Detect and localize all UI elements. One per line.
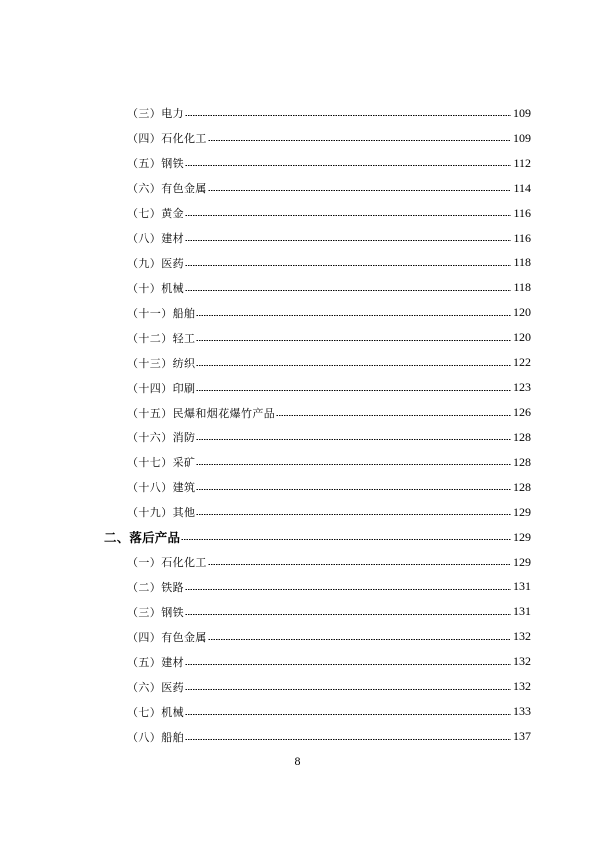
toc-entry-page: 112 bbox=[513, 155, 531, 170]
dot-leader bbox=[196, 514, 511, 515]
toc-entry-page: 123 bbox=[513, 380, 531, 395]
dot-leader bbox=[185, 739, 511, 740]
toc-entry[interactable] bbox=[127, 724, 531, 749]
toc-entry-page: 128 bbox=[513, 454, 531, 469]
toc-entry-page: 109 bbox=[513, 105, 531, 120]
toc-entry-title: （十一）船舶 bbox=[127, 306, 196, 320]
toc-entry[interactable] bbox=[127, 500, 531, 525]
toc-entry-title: （六）医药 bbox=[127, 680, 184, 694]
toc-entry-title: （十四）印刷 bbox=[127, 381, 196, 395]
toc-entry[interactable] bbox=[127, 151, 531, 176]
toc-entry[interactable] bbox=[127, 375, 531, 400]
dot-leader bbox=[196, 315, 511, 316]
toc-entry-title: （五）钢铁 bbox=[127, 157, 184, 171]
toc-entry-title: （十三）纺织 bbox=[127, 356, 196, 370]
toc-entry-title: （八）船舶 bbox=[127, 730, 184, 744]
toc-entry-title: （十六）消防 bbox=[127, 431, 196, 445]
dot-leader bbox=[181, 539, 511, 540]
toc-entry-title: （三）电力 bbox=[127, 107, 184, 121]
page-number: 8 bbox=[294, 754, 301, 768]
toc-entry[interactable] bbox=[127, 624, 531, 649]
toc-entry[interactable] bbox=[127, 201, 531, 226]
toc-entry-page: 126 bbox=[513, 405, 531, 420]
toc-entry-page: 120 bbox=[513, 330, 531, 345]
toc-entry-title: （十八）建筑 bbox=[127, 481, 196, 495]
table-of-contents bbox=[0, 101, 595, 749]
dot-leader bbox=[196, 390, 511, 391]
dot-leader bbox=[185, 240, 511, 241]
toc-entry[interactable] bbox=[127, 450, 531, 475]
toc-entry-page: 118 bbox=[513, 255, 531, 270]
toc-entry-title: 二、落后产品 bbox=[104, 530, 181, 546]
dot-leader bbox=[185, 614, 511, 615]
dot-leader bbox=[208, 190, 512, 191]
toc-entry-title: （九）医药 bbox=[127, 256, 184, 270]
toc-section-entry[interactable] bbox=[104, 525, 531, 550]
toc-entry-title: （十七）采矿 bbox=[127, 456, 196, 470]
toc-entry[interactable] bbox=[127, 176, 531, 201]
dot-leader bbox=[185, 165, 511, 166]
toc-entry-title: （七）机械 bbox=[127, 705, 184, 719]
toc-entry-page: 109 bbox=[513, 130, 531, 145]
toc-entry-title: （八）建材 bbox=[127, 232, 184, 246]
toc-entry-page: 129 bbox=[513, 554, 531, 569]
dot-leader bbox=[196, 340, 511, 341]
toc-entry[interactable] bbox=[127, 475, 531, 500]
toc-entry-title: （三）钢铁 bbox=[127, 605, 184, 619]
toc-entry-page: 131 bbox=[513, 579, 531, 594]
toc-entry[interactable] bbox=[127, 226, 531, 251]
dot-leader bbox=[185, 689, 511, 690]
toc-entry[interactable] bbox=[127, 674, 531, 699]
toc-entry-title: （十五）民爆和烟花爆竹产品 bbox=[127, 406, 276, 420]
dot-leader bbox=[208, 639, 511, 640]
toc-entry[interactable] bbox=[127, 699, 531, 724]
dot-leader bbox=[185, 664, 511, 665]
toc-entry[interactable] bbox=[127, 425, 531, 450]
toc-entry-page: 129 bbox=[513, 529, 531, 544]
toc-entry-page: 118 bbox=[513, 280, 531, 295]
toc-entry[interactable] bbox=[127, 300, 531, 325]
toc-entry[interactable] bbox=[127, 126, 531, 151]
toc-entry-page: 132 bbox=[513, 654, 531, 669]
dot-leader bbox=[196, 365, 511, 366]
toc-entry[interactable] bbox=[127, 400, 531, 425]
toc-entry-page: 132 bbox=[513, 679, 531, 694]
toc-entry-page: 132 bbox=[513, 629, 531, 644]
toc-entry-page: 116 bbox=[513, 205, 531, 220]
toc-entry-page: 133 bbox=[513, 704, 531, 719]
toc-entry[interactable] bbox=[127, 251, 531, 276]
toc-entry-page: 116 bbox=[513, 230, 531, 245]
toc-entry-title: （十）机械 bbox=[127, 281, 184, 295]
toc-entry-title: （七）黄金 bbox=[127, 207, 184, 221]
toc-entry[interactable] bbox=[127, 275, 531, 300]
toc-entry-page: 128 bbox=[513, 429, 531, 444]
toc-entry[interactable] bbox=[127, 599, 531, 624]
toc-entry-page: 128 bbox=[513, 479, 531, 494]
toc-entry-page: 114 bbox=[513, 180, 531, 195]
dot-leader bbox=[196, 489, 511, 490]
toc-entry-title: （二）铁路 bbox=[127, 580, 184, 594]
toc-entry[interactable] bbox=[127, 325, 531, 350]
toc-entry-title: （四）石化化工 bbox=[127, 132, 207, 146]
dot-leader bbox=[185, 714, 511, 715]
toc-entry[interactable] bbox=[127, 575, 531, 600]
toc-entry-title: （十九）其他 bbox=[127, 506, 196, 520]
toc-entry-page: 129 bbox=[513, 504, 531, 519]
dot-leader bbox=[196, 439, 511, 440]
dot-leader bbox=[208, 564, 511, 565]
toc-entry[interactable] bbox=[127, 101, 531, 126]
toc-entry-page: 122 bbox=[513, 355, 531, 370]
dot-leader bbox=[196, 464, 511, 465]
toc-entry-page: 137 bbox=[513, 729, 531, 743]
toc-entry-title: （五）建材 bbox=[127, 655, 184, 669]
dot-leader bbox=[276, 415, 511, 416]
toc-entry-page: 120 bbox=[513, 305, 531, 320]
dot-leader bbox=[185, 265, 511, 266]
toc-entry[interactable] bbox=[127, 649, 531, 674]
toc-entry-title: （一）石化化工 bbox=[127, 556, 207, 570]
toc-entry[interactable] bbox=[127, 350, 531, 375]
toc-entry-title: （十二）轻工 bbox=[127, 331, 196, 345]
toc-entry-title: （六）有色金属 bbox=[127, 182, 207, 196]
dot-leader bbox=[185, 215, 511, 216]
toc-entry-title: （四）有色金属 bbox=[127, 630, 207, 644]
toc-entry-page: 131 bbox=[513, 604, 531, 619]
dot-leader bbox=[185, 290, 511, 291]
dot-leader bbox=[185, 115, 511, 116]
toc-entry[interactable] bbox=[127, 550, 531, 575]
dot-leader bbox=[208, 140, 511, 141]
dot-leader bbox=[185, 589, 511, 590]
